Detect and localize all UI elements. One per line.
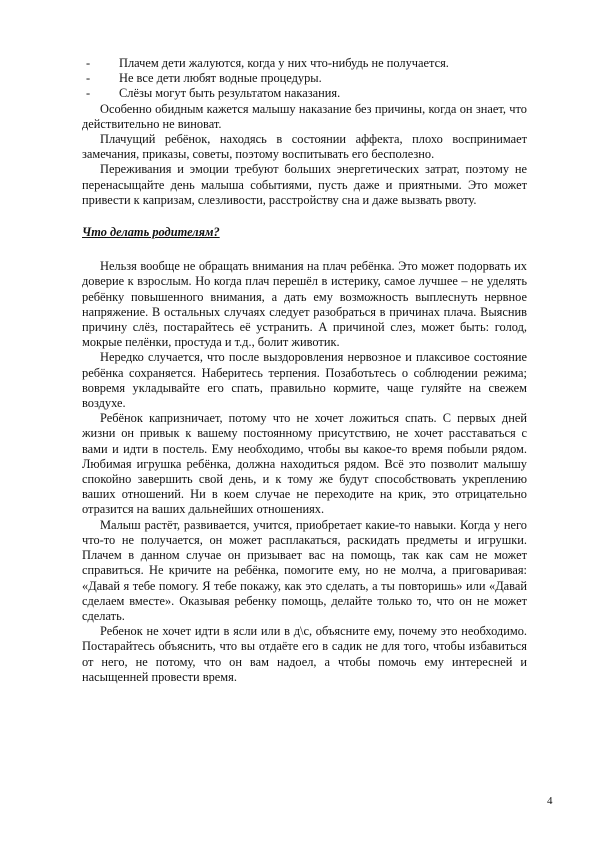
paragraph: Ребёнок капризничает, потому что не хочет ложиться спать. С первых дней жизни он привык к вашему постоянному присутствию, не хочет расставаться с вами и идти в постель. Ему необходимо, чтобы вы какое-то время побыли рядом. Любимая игрушка ребёнка, должна находиться рядом. Всё это позволит малышу спокойно завершить свой день, и к тому же будут способствовать укреплению ваших отношений. Ни в коем случае не переходите на крик, это отрицательно отразится на ваших дальнейших отношениях.	[82, 411, 527, 517]
paragraph: Малыш растёт, развивается, учится, приобретает какие-то навыки. Когда у него что-то не получается, он может расплакаться, раскидать предметы и игрушки. Плачем в данном случае он призывает вас на помощь, так как сам не может справиться. Не кричите на ребёнка, помогите ему, но не молча, а приговаривая: «Давай я тебе помогу. Я тебе покажу, как это сделать, а ты повторишь» или «Давай сделаем вместе». Оказывая ребенку помощь, делайте только то, что он не может сделать.	[82, 517, 527, 623]
bullet-marker: -	[86, 86, 91, 101]
bullet-marker: -	[86, 56, 91, 70]
paragraph: Переживания и эмоции требуют больших энергетических затрат, поэтому не перенасыщайте день малыша событиями, пусть даже и приятными. Это может привести к капризам, слезливости, расстройству сна и даже вызвать рвоту.	[82, 162, 527, 207]
paragraph: Особенно обидным кажется малышу наказание без причины, когда он знает, что действительно не виноват.	[82, 101, 527, 131]
page-number: 4	[547, 795, 553, 807]
paragraph: Нередко случается, что после выздоровления нервозное и плаксивое состояние ребёнка сохраняется. Наберитесь терпения. Позаботьтесь о соблюдении режима; вовремя укладывайте его спать, правильно кормите, чаще гуляйте на свежем воздухе.	[82, 350, 527, 411]
page-content	[82, 56, 527, 685]
bullet-marker: -	[86, 71, 91, 86]
paragraph: Нельзя вообще не обращать внимания на плач ребёнка. Это может подорвать их доверие к взрослым. Но когда плач перешёл в истерику, самое лучшее – не уделять ребёнку повышенного внимания, а дать ему возможность выплеснуть нервное напряжение. В остальных случаях следует разобраться в причинах плача. Выяснив причину слёз, постарайтесь её устранить. А причиной слез, может быть: голод, мокрые пелёнки, простуда и т.д., болит животик.	[82, 259, 527, 350]
list-item	[82, 71, 527, 86]
list-item	[82, 86, 527, 101]
list-item-text: Плачем дети жалуются, когда у них что-нибудь не получается.	[119, 56, 449, 70]
list-item	[82, 56, 527, 71]
paragraph: Ребенок не хочет идти в ясли или в д\с, объясните ему, почему это необходимо. Постарайтесь объяснить, что вы отдаёте его в садик не для того, чтобы избавиться от него, не потому, что он вам надоел, а чтобы помочь ему интересней и насыщенней провести время.	[82, 624, 527, 684]
list-item-text: Слёзы могут быть результатом наказания.	[119, 86, 341, 101]
section-heading: Что делать родителям?	[82, 225, 220, 240]
paragraph: Плачущий ребёнок, находясь в состоянии аффекта, плохо воспринимает замечания, приказы, советы, поэтому воспитывать его бесполезно.	[82, 132, 527, 162]
list-item-text: Не все дети любят водные процедуры.	[119, 71, 322, 86]
reasons-list	[82, 56, 527, 102]
